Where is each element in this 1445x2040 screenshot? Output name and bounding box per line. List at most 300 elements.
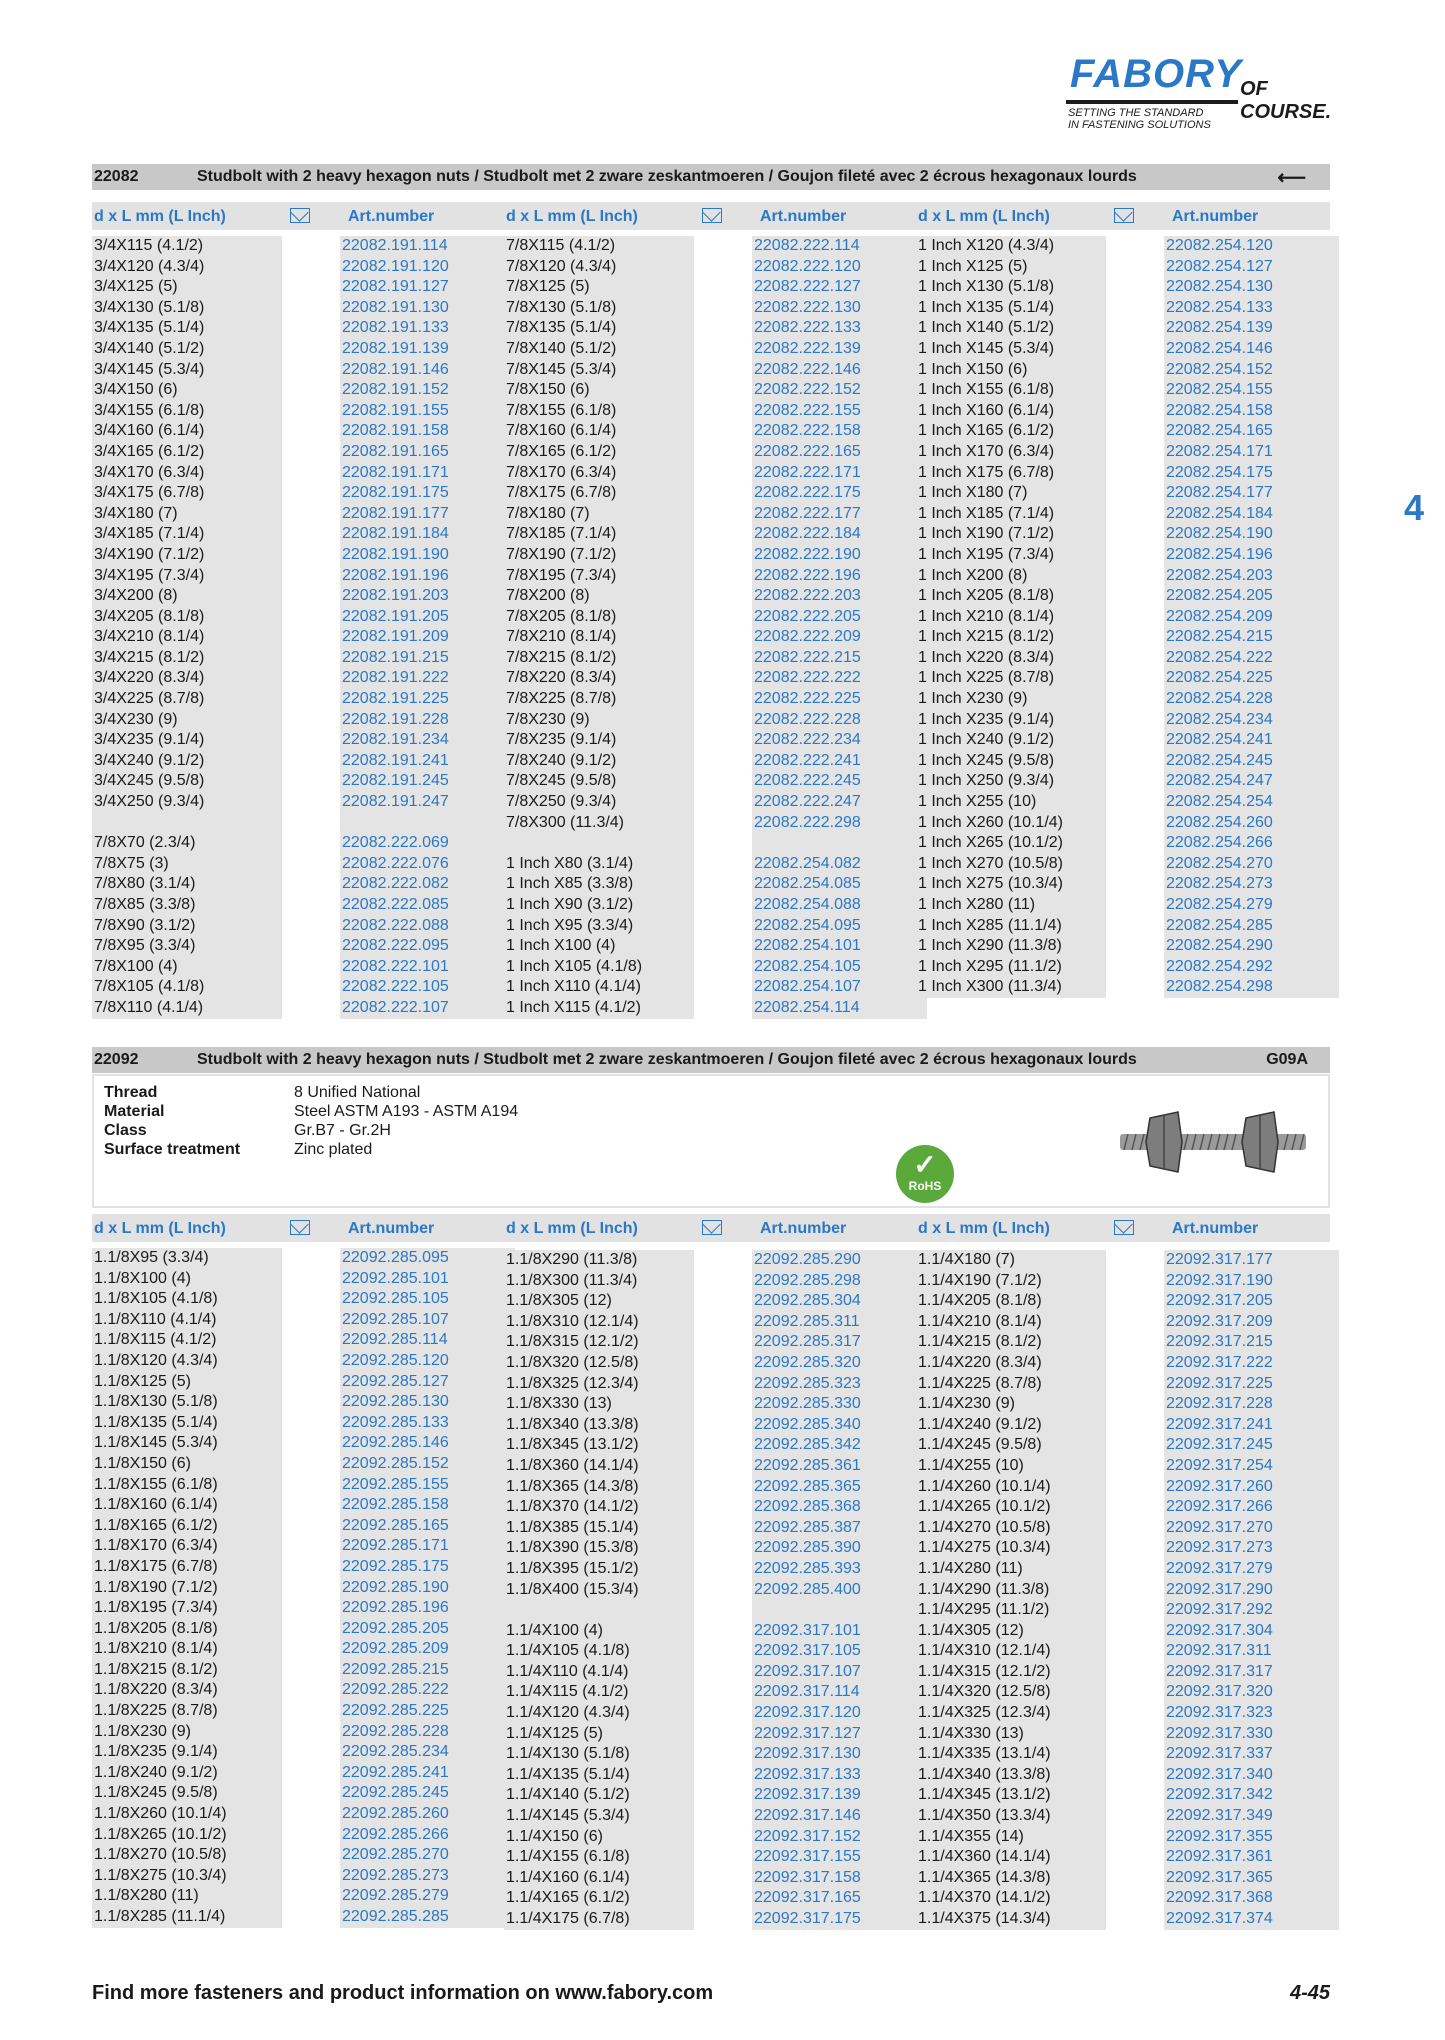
article-number-link[interactable]: 22092.285.393 (754, 1559, 861, 1577)
article-number-link[interactable]: 22082.254.175 (1166, 463, 1273, 481)
article-number-link[interactable]: 22082.191.245 (342, 772, 449, 790)
dimension-cell: 1 Inch X190 (7.1/2) (918, 525, 1055, 543)
envelope-icon (290, 1220, 310, 1235)
article-number-link[interactable]: 22092.317.139 (754, 1786, 861, 1804)
article-number-link[interactable]: 22082.254.127 (1166, 257, 1273, 275)
article-number-link[interactable]: 22092.317.146 (754, 1807, 861, 1825)
article-number-link[interactable]: 22092.317.320 (1166, 1683, 1273, 1701)
dimension-cell: 7/8X215 (8.1/2) (506, 648, 617, 666)
article-number-link[interactable]: 22082.222.101 (342, 957, 449, 975)
article-number-link[interactable]: 22082.191.165 (342, 442, 449, 460)
footer-text: Find more fasteners and product information on www.fabory.com (92, 1982, 714, 2004)
article-number-link[interactable]: 22092.317.361 (1166, 1848, 1273, 1866)
dimension-cell: 1 Inch X155 (6.1/8) (918, 381, 1055, 399)
dimension-cell: 1 Inch X195 (7.3/4) (918, 545, 1055, 563)
article-number-link[interactable]: 22092.285.234 (342, 1743, 449, 1761)
article-number-link[interactable]: 22092.285.175 (342, 1557, 449, 1575)
article-number-link[interactable]: 22092.317.342 (1166, 1786, 1273, 1804)
article-number-link[interactable]: 22092.317.190 (1166, 1271, 1273, 1289)
article-number-link[interactable]: 22082.191.190 (342, 545, 449, 563)
article-number-link[interactable]: 22082.191.241 (342, 751, 449, 769)
dimension-cell: 1 Inch X275 (10.3/4) (918, 875, 1063, 893)
article-number-link[interactable]: 22092.317.222 (1166, 1353, 1273, 1371)
article-number-link[interactable]: 22092.285.196 (342, 1599, 449, 1617)
dimension-cell: 7/8X200 (8) (506, 587, 590, 605)
article-number-link[interactable]: 22082.222.190 (754, 545, 861, 563)
dimension-cell: 7/8X235 (9.1/4) (506, 731, 617, 749)
dimension-cell: 1 Inch X235 (9.1/4) (918, 710, 1055, 728)
article-number-link[interactable]: 22092.317.101 (754, 1621, 861, 1639)
spacer-row (698, 833, 748, 854)
article-number-link[interactable]: 22092.285.095 (342, 1249, 449, 1266)
article-number-link[interactable]: 22092.317.241 (1166, 1415, 1273, 1433)
article-number-link[interactable]: 22082.254.298 (1166, 978, 1273, 996)
col-dim-header: d x L mm (L Inch) (918, 1220, 1050, 1237)
dimension-cell: 1.1/8X110 (4.1/4) (94, 1310, 217, 1328)
dimension-cell: 1 Inch X150 (6) (918, 360, 1028, 378)
article-number-link[interactable]: 22092.317.311 (1166, 1642, 1272, 1660)
article-number-link[interactable]: 22092.317.292 (1166, 1601, 1273, 1619)
article-number-link[interactable]: 22082.222.133 (754, 319, 861, 337)
page-number: 4-45 (1290, 1982, 1331, 2004)
article-number-link[interactable]: 22092.285.165 (342, 1516, 449, 1534)
dimension-cell: 3/4X160 (6.1/4) (94, 422, 205, 440)
article-number-link[interactable]: 22092.285.171 (342, 1537, 449, 1555)
article-number-link[interactable]: 22092.285.311 (754, 1312, 860, 1330)
article-number-link[interactable]: 22082.254.088 (754, 896, 861, 913)
article-number-link[interactable]: 22082.254.215 (1166, 628, 1273, 646)
article-number-link[interactable]: 22082.191.228 (342, 710, 449, 728)
article-number-link[interactable]: 22082.222.196 (754, 566, 861, 584)
article-number-link[interactable]: 22092.285.225 (342, 1702, 449, 1720)
article-number-link[interactable]: 22092.285.304 (754, 1292, 861, 1310)
dimension-cell: 1.1/8X160 (6.1/4) (94, 1496, 218, 1514)
article-number-link[interactable]: 22092.317.365 (1166, 1868, 1273, 1886)
article-number-link[interactable]: 22082.254.095 (754, 916, 861, 934)
article-number-link[interactable]: 22082.254.234 (1166, 710, 1273, 728)
article-number-link[interactable]: 22092.285.317 (754, 1333, 861, 1351)
dimension-cell: 1.1/4X175 (6.7/8) (506, 1910, 630, 1927)
article-number-link[interactable]: 22092.285.120 (342, 1351, 449, 1369)
article-number-link[interactable]: 22082.222.184 (754, 525, 861, 543)
article-number-link[interactable]: 22092.285.273 (342, 1866, 449, 1884)
dimension-cell: 1.1/8X370 (14.1/2) (506, 1498, 639, 1516)
article-number-link[interactable]: 22082.254.158 (1166, 401, 1273, 419)
article-number-link[interactable]: 22082.222.120 (754, 257, 861, 275)
article-number-link[interactable]: 22092.317.323 (1166, 1704, 1273, 1722)
article-number-link[interactable]: 22082.222.139 (754, 339, 861, 357)
article-number-link[interactable]: 22082.222.298 (754, 813, 861, 831)
article-number-link[interactable]: 22082.191.209 (342, 628, 449, 646)
article-number-link[interactable]: 22082.254.273 (1166, 875, 1273, 893)
dimension-cell: 1 Inch X95 (3.3/4) (506, 916, 634, 934)
article-number-link[interactable]: 22092.285.190 (342, 1578, 449, 1596)
article-number-link[interactable]: 22082.254.228 (1166, 690, 1273, 708)
article-number-link[interactable]: 22092.317.260 (1166, 1477, 1273, 1495)
article-number-link[interactable]: 22092.317.225 (1166, 1374, 1273, 1392)
article-number-link[interactable]: 22082.254.203 (1166, 566, 1273, 584)
article-number-link[interactable]: 22082.191.155 (342, 401, 449, 419)
dimension-cell: 1.1/8X285 (11.1/4) (94, 1908, 226, 1925)
section-tag: G09A (1266, 1051, 1308, 1068)
article-number-link[interactable]: 22082.222.076 (342, 854, 449, 872)
article-number-link[interactable]: 22092.317.209 (1166, 1312, 1273, 1330)
article-number-link[interactable]: 22092.285.323 (754, 1374, 861, 1392)
article-number-link[interactable]: 22092.285.368 (754, 1498, 861, 1516)
article-number-link[interactable]: 22082.254.139 (1166, 319, 1273, 337)
article-number-link[interactable]: 22082.191.222 (342, 669, 449, 687)
article-number-link[interactable]: 22082.222.177 (754, 504, 861, 522)
dimension-cell: 1.1/8X230 (9) (94, 1722, 191, 1740)
article-number-link[interactable]: 22092.285.365 (754, 1477, 861, 1495)
article-number-link[interactable]: 22092.317.368 (1166, 1889, 1273, 1907)
article-number-link[interactable]: 22092.317.290 (1166, 1580, 1273, 1598)
article-number-link[interactable]: 22092.317.107 (754, 1662, 861, 1680)
article-number-link[interactable]: 22092.317.349 (1166, 1807, 1273, 1825)
article-number-link[interactable]: 22082.254.114 (754, 998, 860, 1016)
article-number-link[interactable]: 22082.222.107 (342, 998, 449, 1016)
dimension-cell: 1 Inch X125 (5) (918, 257, 1028, 275)
article-number-link[interactable]: 22082.254.222 (1166, 648, 1273, 666)
article-number-link[interactable]: 22092.285.133 (342, 1413, 449, 1431)
article-number-link[interactable]: 22082.222.152 (754, 381, 861, 399)
dimension-cell: 3/4X245 (9.5/8) (94, 772, 205, 790)
article-number-link[interactable]: 22092.285.114 (342, 1331, 448, 1349)
article-number-link[interactable]: 22082.191.184 (342, 525, 449, 543)
article-number-link[interactable]: 22092.317.337 (1166, 1745, 1273, 1763)
dimension-cell: 1.1/8X245 (9.5/8) (94, 1784, 218, 1802)
article-number-link[interactable]: 22092.285.152 (342, 1454, 449, 1472)
article-number-link[interactable]: 22092.317.130 (754, 1745, 861, 1763)
article-number-link[interactable]: 22082.222.082 (342, 875, 449, 893)
quantity-cell-group (286, 1248, 336, 1928)
article-number-link[interactable]: 22092.285.400 (754, 1580, 861, 1598)
dimension-cell: 3/4X170 (6.3/4) (94, 463, 205, 481)
article-number-link[interactable]: 22092.285.205 (342, 1619, 449, 1637)
article-number-link[interactable]: 22092.285.266 (342, 1825, 449, 1843)
rohs-label: RoHS (908, 1179, 942, 1193)
article-number-link[interactable]: 22092.317.175 (754, 1910, 861, 1927)
article-number-link[interactable]: 22092.285.342 (754, 1436, 861, 1454)
article-number-link[interactable]: 22082.254.270 (1166, 854, 1273, 872)
article-number-link[interactable]: 22082.191.120 (342, 257, 449, 275)
dimension-cell: 7/8X300 (11.3/4) (506, 813, 625, 831)
envelope-icon (1114, 1220, 1134, 1235)
article-number-link[interactable]: 22082.191.225 (342, 690, 449, 708)
article-number-link[interactable]: 22092.285.130 (342, 1393, 449, 1411)
article-number-link[interactable]: 22092.317.155 (754, 1848, 861, 1866)
article-number-link[interactable]: 22082.254.184 (1166, 504, 1273, 522)
article-number-link[interactable]: 22082.222.234 (754, 731, 861, 749)
col-art-header: Art.number (1172, 1220, 1259, 1237)
article-number-link[interactable]: 22092.317.270 (1166, 1518, 1273, 1536)
article-number-link[interactable]: 22082.191.158 (342, 422, 449, 440)
article-number-link[interactable]: 22082.191.139 (342, 339, 449, 357)
article-number-link[interactable]: 22082.254.285 (1166, 916, 1273, 934)
article-number-link[interactable]: 22092.317.330 (1166, 1724, 1273, 1742)
dimension-cell: 7/8X75 (3) (94, 854, 169, 872)
dimension-cell: 3/4X135 (5.1/4) (94, 319, 205, 337)
dimension-cell: 1.1/4X205 (8.1/8) (918, 1292, 1042, 1310)
spacer-row (92, 813, 282, 834)
dimension-cell: 1 Inch X215 (8.1/2) (918, 628, 1055, 646)
article-number-link[interactable]: 22092.317.133 (754, 1765, 861, 1783)
dimension-cell: 1.1/8X155 (6.1/8) (94, 1475, 218, 1493)
article-cell-group (1164, 1250, 1339, 1930)
article-number-link[interactable]: 22092.285.290 (754, 1251, 861, 1268)
article-number-link[interactable]: 22092.317.105 (754, 1642, 861, 1660)
article-number-link[interactable]: 22082.254.247 (1166, 772, 1273, 790)
quantity-cell-group (286, 236, 336, 1019)
dimension-cell: 1.1/4X280 (11) (918, 1559, 1023, 1577)
article-number-link[interactable]: 22082.222.175 (754, 484, 861, 502)
article-number-link[interactable]: 22082.191.152 (342, 381, 449, 399)
dimension-cell: 1.1/8X290 (11.3/8) (506, 1251, 638, 1268)
rohs-check-icon: ✓ RoHS (896, 1145, 954, 1203)
article-number-link[interactable]: 22092.285.215 (342, 1660, 449, 1678)
article-number-link[interactable]: 22082.222.215 (754, 648, 861, 666)
quantity-cell-group (1110, 1250, 1160, 1930)
article-number-link[interactable]: 22092.317.254 (1166, 1456, 1273, 1474)
spacer-row (504, 1600, 694, 1621)
dimension-cell: 1.1/4X350 (13.3/4) (918, 1807, 1051, 1825)
article-number-link[interactable]: 22092.317.317 (1166, 1662, 1273, 1680)
article-number-link[interactable]: 22082.254.266 (1166, 834, 1273, 852)
article-number-link[interactable]: 22082.191.196 (342, 566, 449, 584)
article-number-link[interactable]: 22092.285.260 (342, 1805, 449, 1823)
article-number-link[interactable]: 22082.254.260 (1166, 813, 1273, 831)
article-number-link[interactable]: 22082.254.120 (1166, 237, 1273, 254)
article-number-link[interactable]: 22082.254.290 (1166, 937, 1273, 955)
article-number-link[interactable]: 22082.254.155 (1166, 381, 1273, 399)
article-number-link[interactable]: 22092.317.266 (1166, 1498, 1273, 1516)
article-number-link[interactable]: 22092.285.298 (754, 1271, 861, 1289)
article-number-link[interactable]: 22092.285.158 (342, 1496, 449, 1514)
dimension-cell: 3/4X145 (5.3/4) (94, 360, 205, 378)
article-number-link[interactable]: 22082.254.107 (754, 978, 861, 996)
dimension-cell: 3/4X215 (8.1/2) (94, 648, 205, 666)
dimension-cell: 1.1/8X235 (9.1/4) (94, 1743, 218, 1761)
article-number-link[interactable]: 22082.254.146 (1166, 339, 1273, 357)
dimension-cell: 3/4X125 (5) (94, 278, 178, 296)
col-dim-header: d x L mm (L Inch) (94, 208, 226, 225)
article-number-link[interactable]: 22092.285.146 (342, 1434, 449, 1452)
article-number-link[interactable]: 22082.254.209 (1166, 607, 1273, 625)
article-number-link[interactable]: 22092.317.120 (754, 1704, 861, 1722)
article-number-link[interactable]: 22082.222.085 (342, 896, 449, 913)
back-arrow-icon[interactable]: ⟵ (1277, 167, 1306, 189)
dimension-cell: 1 Inch X170 (6.3/4) (918, 442, 1055, 460)
article-number-link[interactable]: 22092.317.158 (754, 1868, 861, 1886)
col-art-header: Art.number (348, 1220, 435, 1237)
article-number-link[interactable]: 22092.285.155 (342, 1475, 449, 1493)
dimension-cell: 7/8X150 (6) (506, 381, 590, 399)
article-number-link[interactable]: 22092.317.205 (1166, 1292, 1273, 1310)
article-number-link[interactable]: 22082.254.292 (1166, 957, 1273, 975)
col-art-header: Art.number (760, 208, 847, 225)
dimension-cell: 1.1/8X95 (3.3/4) (94, 1249, 209, 1266)
article-number-link[interactable]: 22092.285.127 (342, 1372, 449, 1390)
article-number-link[interactable]: 22082.191.146 (342, 360, 449, 378)
article-number-link[interactable]: 22092.285.285 (342, 1908, 449, 1925)
article-number-link[interactable]: 22092.285.107 (342, 1310, 449, 1328)
dimension-cell: 3/4X240 (9.1/2) (94, 751, 205, 769)
article-number-link[interactable]: 22092.317.245 (1166, 1436, 1273, 1454)
article-number-link[interactable]: 22082.222.130 (754, 298, 861, 316)
article-number-link[interactable]: 22092.285.222 (342, 1681, 449, 1699)
article-number-link[interactable]: 22082.222.127 (754, 278, 861, 296)
article-number-link[interactable]: 22082.254.152 (1166, 360, 1273, 378)
dimension-cell: 3/4X175 (6.7/8) (94, 484, 205, 502)
dimension-cell: 1.1/4X140 (5.1/2) (506, 1786, 630, 1804)
article-number-link[interactable]: 22092.285.279 (342, 1887, 449, 1905)
article-number-link[interactable]: 22082.222.247 (754, 793, 861, 811)
article-number-link[interactable]: 22082.191.171 (342, 463, 449, 481)
article-number-link[interactable]: 22082.222.105 (342, 978, 449, 996)
dimension-cell: 1.1/8X165 (6.1/2) (94, 1516, 218, 1534)
article-number-link[interactable]: 22082.222.095 (342, 937, 449, 955)
article-number-link[interactable]: 22082.254.133 (1166, 298, 1273, 316)
article-number-link[interactable]: 22082.222.088 (342, 916, 449, 934)
article-number-link[interactable]: 22082.254.241 (1166, 731, 1273, 749)
dimension-cell: 7/8X230 (9) (506, 710, 590, 728)
article-number-link[interactable]: 22082.222.225 (754, 690, 861, 708)
article-number-link[interactable]: 22092.285.270 (342, 1846, 449, 1864)
article-number-link[interactable]: 22082.191.175 (342, 484, 449, 502)
dimension-cell: 7/8X210 (8.1/4) (506, 628, 617, 646)
article-number-link[interactable]: 22082.254.225 (1166, 669, 1273, 687)
article-number-link[interactable]: 22092.317.152 (754, 1827, 861, 1845)
article-number-link[interactable]: 22082.191.247 (342, 793, 449, 811)
article-number-link[interactable]: 22092.317.279 (1166, 1559, 1273, 1577)
article-number-link[interactable]: 22092.317.273 (1166, 1539, 1273, 1557)
dimension-cell: 1 Inch X280 (11) (918, 896, 1036, 913)
article-number-link[interactable]: 22092.317.177 (1166, 1251, 1273, 1268)
dimension-cell: 1.1/4X355 (14) (918, 1827, 1024, 1845)
article-number-link[interactable]: 22082.191.234 (342, 731, 449, 749)
dimension-cell: 1 Inch X240 (9.1/2) (918, 731, 1055, 749)
article-number-link[interactable]: 22092.285.330 (754, 1395, 861, 1413)
dimension-cell: 1.1/4X155 (6.1/8) (506, 1848, 630, 1866)
dimension-cell: 3/4X220 (8.3/4) (94, 669, 205, 687)
dimension-cell: 1.1/8X170 (6.3/4) (94, 1537, 218, 1555)
article-number-link[interactable]: 22082.191.127 (342, 278, 449, 296)
article-number-link[interactable]: 22092.317.355 (1166, 1827, 1273, 1845)
article-number-link[interactable]: 22082.254.165 (1166, 422, 1273, 440)
article-number-link[interactable]: 22082.254.177 (1166, 484, 1273, 502)
dimension-cell: 7/8X170 (6.3/4) (506, 463, 617, 481)
dimension-cell: 3/4X150 (6) (94, 381, 178, 399)
article-number-link[interactable]: 22082.222.203 (754, 587, 861, 605)
article-number-link[interactable]: 22082.222.146 (754, 360, 861, 378)
article-number-link[interactable]: 22082.222.222 (754, 669, 861, 687)
article-number-link[interactable]: 22082.191.130 (342, 298, 449, 316)
section-header-22092 (92, 1047, 1330, 1073)
article-number-link[interactable]: 22082.254.105 (754, 957, 861, 975)
article-number-link[interactable]: 22082.222.205 (754, 607, 861, 625)
article-number-link[interactable]: 22082.254.279 (1166, 896, 1273, 913)
article-number-link[interactable]: 22092.317.114 (754, 1683, 860, 1701)
dimension-cell: 1.1/8X215 (8.1/2) (94, 1660, 218, 1678)
article-number-link[interactable]: 22082.191.114 (342, 237, 448, 254)
article-number-link[interactable]: 22092.285.241 (342, 1763, 449, 1781)
article-number-link[interactable]: 22082.254.171 (1166, 442, 1273, 460)
article-number-link[interactable]: 22082.222.155 (754, 401, 861, 419)
col-dim-header: d x L mm (L Inch) (94, 1220, 226, 1237)
article-number-link[interactable]: 22082.254.205 (1166, 587, 1273, 605)
dimension-cell: 3/4X205 (8.1/8) (94, 607, 205, 625)
article-number-link[interactable]: 22082.254.082 (754, 854, 861, 872)
article-number-link[interactable]: 22092.285.101 (342, 1269, 449, 1287)
article-number-link[interactable]: 22092.285.209 (342, 1640, 449, 1658)
article-number-link[interactable]: 22082.254.245 (1166, 751, 1273, 769)
article-number-link[interactable]: 22092.285.245 (342, 1784, 449, 1802)
article-number-link[interactable]: 22082.222.114 (754, 237, 860, 254)
dimension-cell: 1.1/8X275 (10.3/4) (94, 1866, 227, 1884)
dimension-cell: 1.1/4X120 (4.3/4) (506, 1704, 630, 1722)
article-number-link[interactable]: 22092.317.374 (1166, 1910, 1273, 1927)
article-number-link[interactable]: 22082.254.254 (1166, 793, 1273, 811)
article-number-link[interactable]: 22082.222.171 (754, 463, 861, 481)
spacer-row (286, 813, 336, 834)
article-number-link[interactable]: 22082.191.203 (342, 587, 449, 605)
article-number-link[interactable]: 22082.254.101 (754, 937, 861, 955)
dimension-cell: 7/8X245 (9.5/8) (506, 772, 617, 790)
article-number-link[interactable]: 22082.191.215 (342, 648, 449, 666)
dimension-cell: 3/4X180 (7) (94, 504, 178, 522)
article-number-link[interactable]: 22092.317.304 (1166, 1621, 1273, 1639)
dimension-cell: 1 Inch X175 (6.7/8) (918, 463, 1055, 481)
article-number-link[interactable]: 22082.222.165 (754, 442, 861, 460)
article-number-link[interactable]: 22092.317.165 (754, 1889, 861, 1907)
dimension-cell: 1.1/4X225 (8.7/8) (918, 1374, 1042, 1392)
article-number-link[interactable]: 22092.285.361 (754, 1456, 861, 1474)
dimension-cell: 1.1/4X330 (13) (918, 1724, 1024, 1742)
article-number-link[interactable]: 22082.191.205 (342, 607, 449, 625)
article-number-link[interactable]: 22082.222.158 (754, 422, 861, 440)
article-number-link[interactable]: 22082.254.130 (1166, 278, 1273, 296)
article-number-link[interactable]: 22092.317.228 (1166, 1395, 1273, 1413)
article-number-link[interactable]: 22082.191.133 (342, 319, 449, 337)
article-number-link[interactable]: 22092.285.390 (754, 1539, 861, 1557)
article-number-link[interactable]: 22082.191.177 (342, 504, 449, 522)
article-number-link[interactable]: 22092.285.340 (754, 1415, 861, 1433)
dimension-cell: 1.1/8X260 (10.1/4) (94, 1805, 227, 1823)
dimension-cell: 1.1/8X150 (6) (94, 1454, 191, 1472)
dimension-cell: 7/8X85 (3.3/8) (94, 896, 196, 913)
article-number-link[interactable]: 22082.222.069 (342, 834, 449, 852)
article-number-link[interactable]: 22092.285.387 (754, 1518, 861, 1536)
article-number-link[interactable]: 22082.254.085 (754, 875, 861, 893)
article-number-link[interactable]: 22092.317.127 (754, 1724, 861, 1742)
dimension-cell: 7/8X90 (3.1/2) (94, 916, 196, 934)
article-number-link[interactable]: 22082.222.241 (754, 751, 861, 769)
article-number-link[interactable]: 22082.254.196 (1166, 545, 1273, 563)
dimension-cell: 1 Inch X260 (10.1/4) (918, 813, 1063, 831)
article-number-link[interactable]: 22092.317.340 (1166, 1765, 1273, 1783)
dimension-cell: 3/4X210 (8.1/4) (94, 628, 205, 646)
article-cell-group (752, 1250, 927, 1930)
article-number-link[interactable]: 22082.222.228 (754, 710, 861, 728)
article-number-link[interactable]: 22082.222.245 (754, 772, 861, 790)
dimension-cell: 7/8X180 (7) (506, 504, 590, 522)
article-number-link[interactable]: 22092.285.320 (754, 1353, 861, 1371)
article-number-link[interactable]: 22092.285.228 (342, 1722, 449, 1740)
article-number-link[interactable]: 22082.222.209 (754, 628, 861, 646)
article-number-link[interactable]: 22092.285.105 (342, 1290, 449, 1308)
article-number-link[interactable]: 22082.254.190 (1166, 525, 1273, 543)
article-number-link[interactable]: 22092.317.215 (1166, 1333, 1273, 1351)
